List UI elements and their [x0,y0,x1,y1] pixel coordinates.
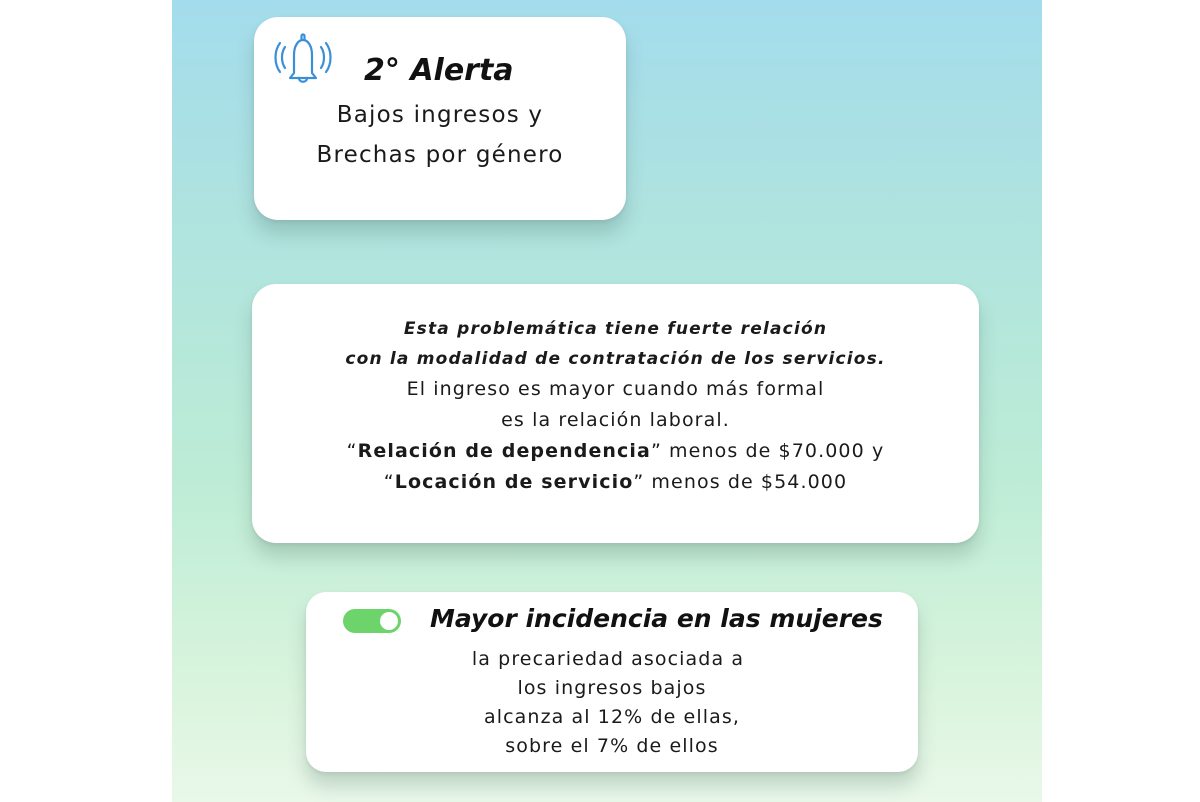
women-card [306,592,918,772]
toggle-switch[interactable] [343,609,401,633]
women-card-body [306,645,918,761]
locacion-label: Locación de servicio [394,471,634,493]
women-card-title: Mayor incidencia en las mujeres [430,604,883,633]
women-line: los ingresos bajos [517,677,707,699]
women-line: la precariedad asociada a [471,648,745,670]
dependencia-line [252,436,979,467]
toggle-knob [380,612,398,630]
women-line: sobre el 7% de ellos [505,735,719,757]
info-italic-line: Esta problemática tiene fuerte relación [403,319,828,339]
alert-subtitle-line: Brechas por género [316,142,564,168]
alert-subtitle [254,95,626,175]
women-line: alcanza al 12% de ellas, [484,706,740,728]
background-panel [172,0,1042,802]
alert-subtitle-line: Bajos ingresos y [336,102,544,128]
alert-title: 2° Alerta [364,53,514,88]
open-quote: “ [383,471,395,493]
info-card [252,284,979,543]
alert-card [254,17,626,220]
locacion-amount: ” menos de $54.000 [633,471,848,493]
bell-icon [270,29,336,89]
info-italic-line: con la modalidad de contratación de los servicios. [345,349,886,369]
open-quote: “ [346,440,358,462]
info-card-body [252,314,979,498]
dependencia-label: Relación de dependencia [357,440,651,462]
info-line: es la relación laboral. [501,409,730,431]
dependencia-amount: ” menos de $70.000 y [650,440,885,462]
info-line: El ingreso es mayor cuando más formal [406,378,825,400]
locacion-line [252,467,979,498]
